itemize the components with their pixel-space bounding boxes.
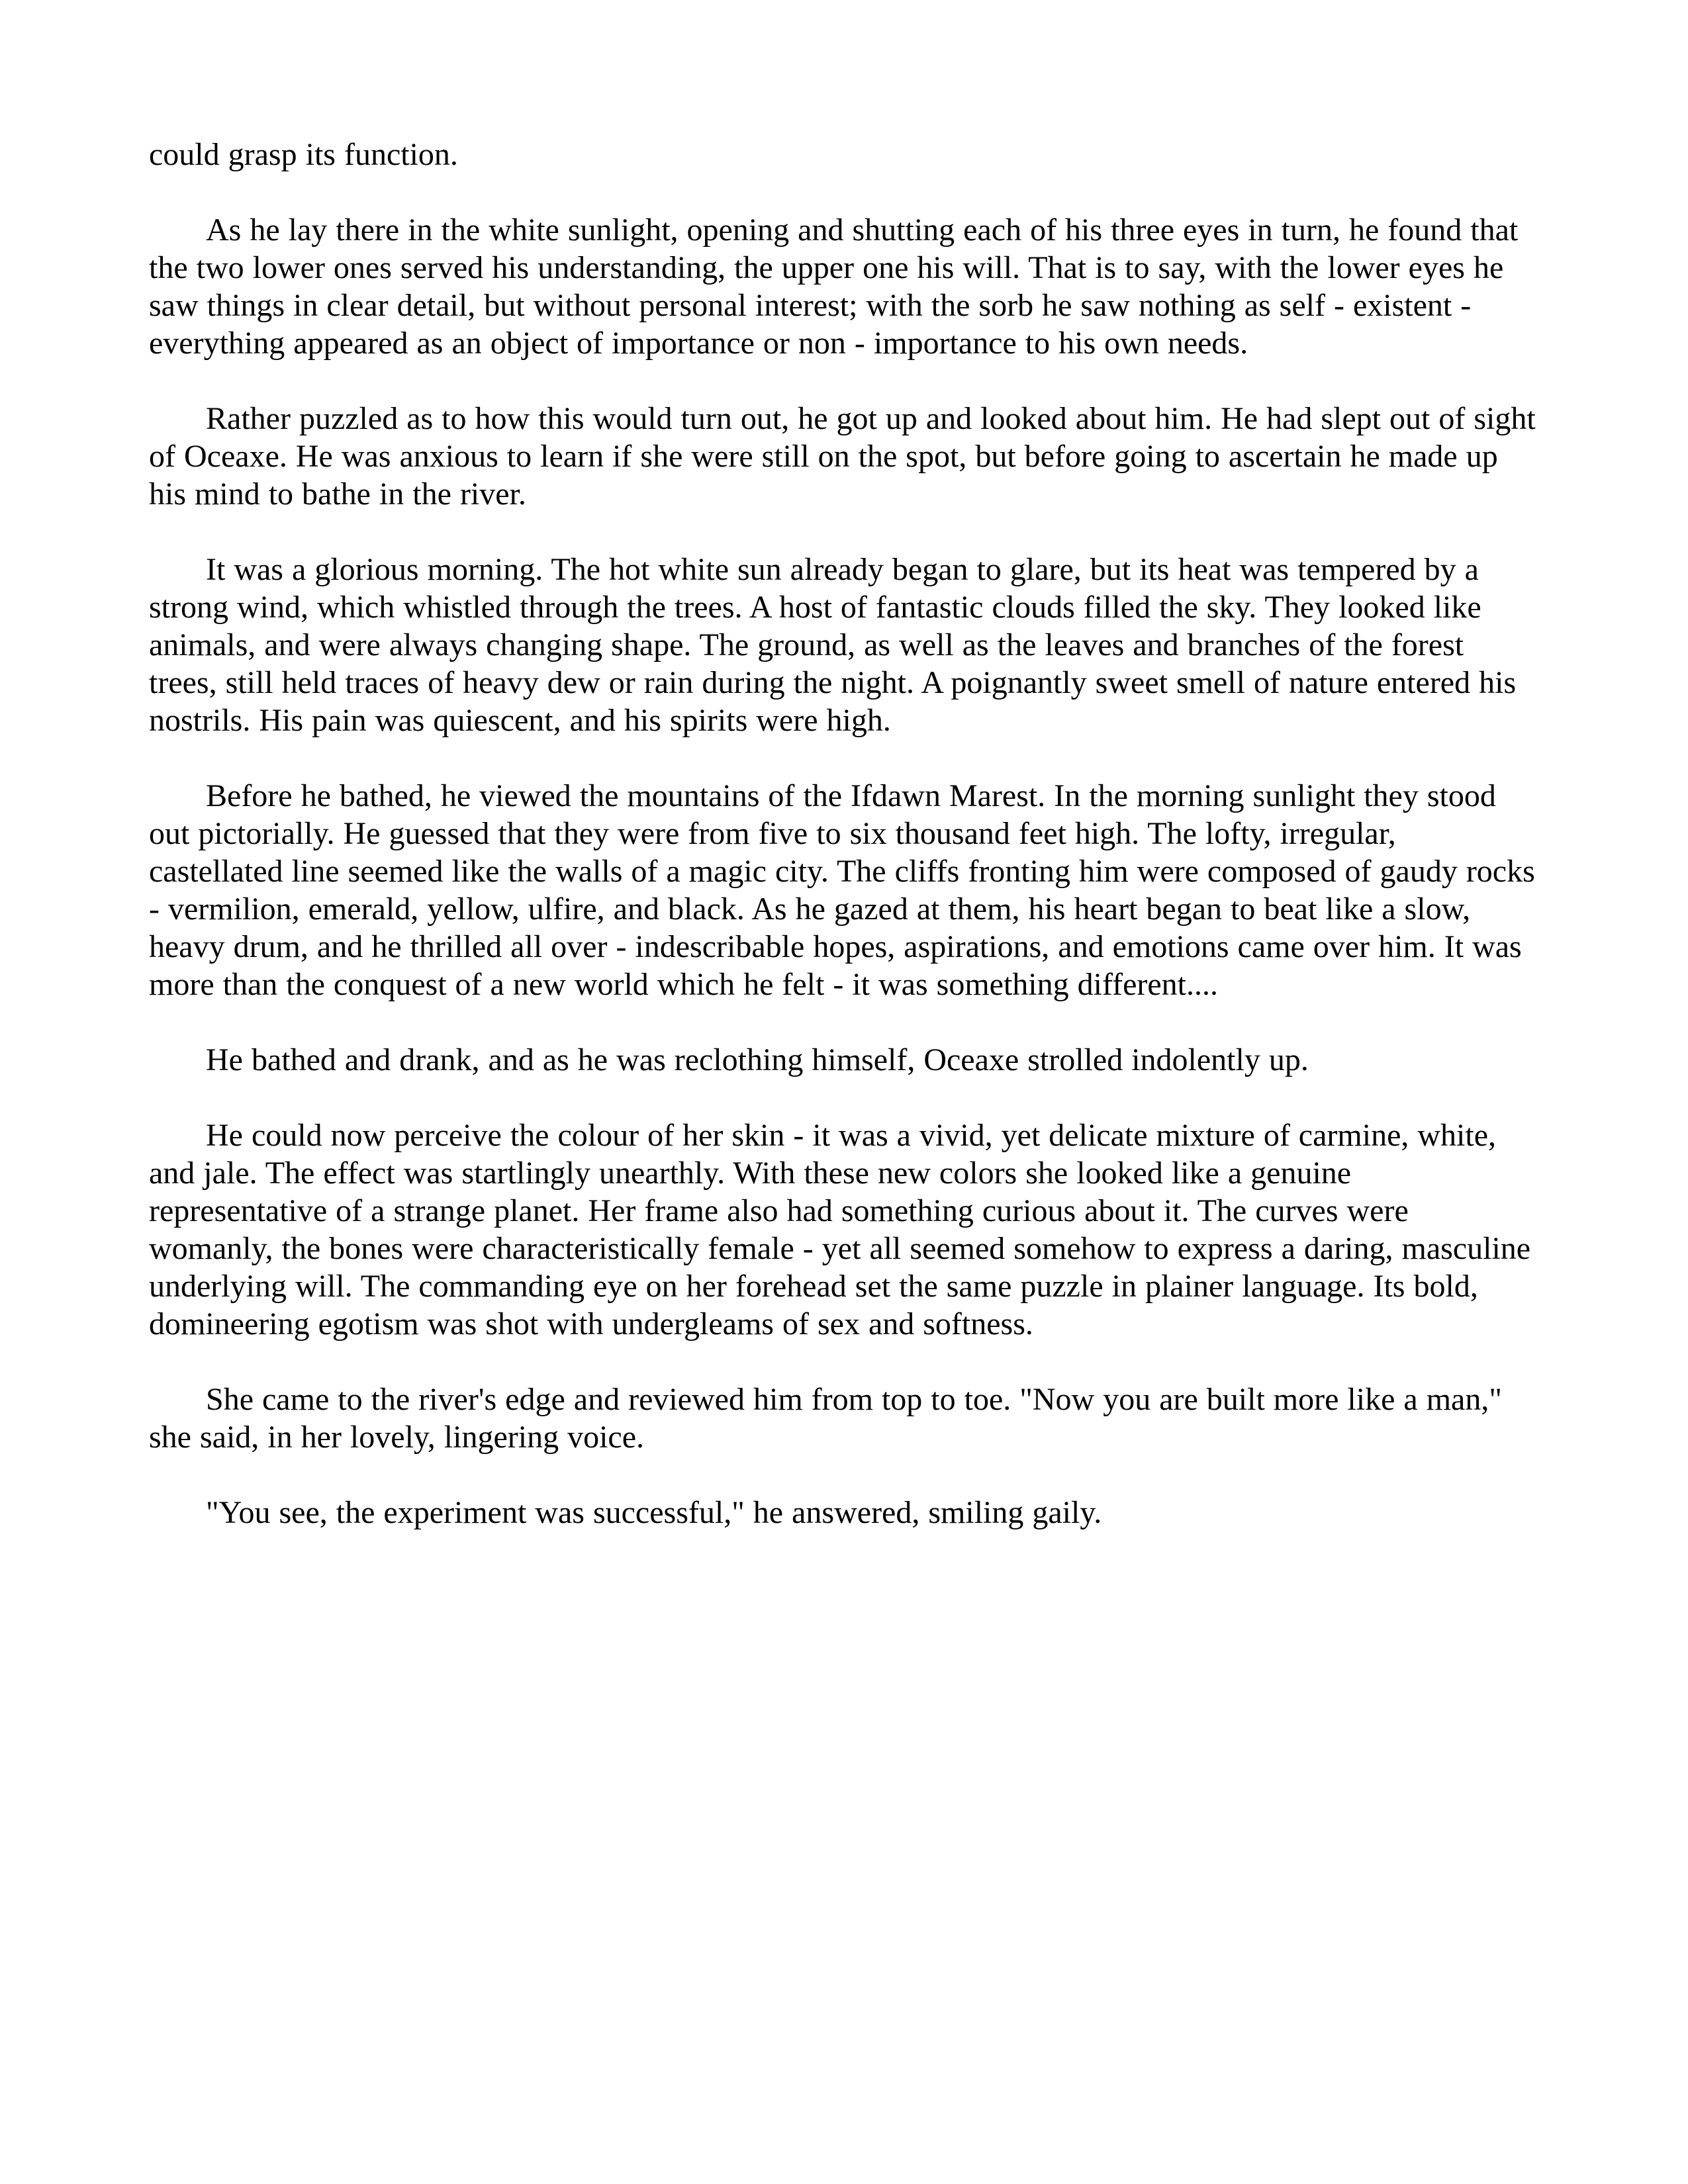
paragraph: Rather puzzled as to how this would turn out, he got up and looked about him. He had slept out of sight of Oceaxe. He was anxious to learn if she were still on the spot, but before going to ascertain he made up his mind to bathe in the river. xyxy=(149,401,1536,512)
paragraph: As he lay there in the white sunlight, opening and shutting each of his three eyes in turn, he found that the two lower ones served his understanding, the upper one his will. That is to say, with the lower eyes he saw things in clear detail, but without personal interest; with the sorb he saw nothing as self - existent - everything appeared as an object of importance or non - importance to his own needs. xyxy=(149,212,1519,361)
paragraph: Before he bathed, he viewed the mountains of the Ifdawn Marest. In the morning sunlight they stood out pictorially. He guessed that they were from five to six thousand feet high. The lofty, irregular, castellated line seemed like the walls of a magic city. The cliffs fronting him were composed of gaudy rocks - vermilion, emerald, yellow, ulfire, and black. As he gazed at them, his heart began to beat like a slow, heavy drum, and he thrilled all over - indescribable hopes, aspirations, and emotions came over him. It was more than the conquest of a new world which he felt - it was something different.... xyxy=(149,778,1535,1002)
paragraph: could grasp its function. xyxy=(149,137,458,172)
paragraph: "You see, the experiment was successful," he answered, smiling gaily. xyxy=(206,1495,1102,1530)
paragraph: He bathed and drank, and as he was reclothing himself, Oceaxe strolled indolently up. xyxy=(206,1042,1309,1077)
paragraph: It was a glorious morning. The hot white sun already began to glare, but its heat was tempered by a strong wind, which whistled through the trees. A host of fantastic clouds filled the sky. They looked like animals, and were always changing shape. The ground, as well as the leaves and branches of the forest trees, still held traces of heavy dew or rain during the night. A poignantly sweet smell of nature entered his nostrils. His pain was quiescent, and his spirits were high. xyxy=(149,552,1517,738)
page-content xyxy=(149,136,1537,1531)
paragraph: He could now perceive the colour of her skin - it was a vivid, yet delicate mixture of carmine, white, and jale. The effect was startlingly unearthly. With these new colors she looked like a genuine representative of a strange planet. Her frame also had something curious about it. The curves were womanly, the bones were characteristically female - yet all seemed somehow to express a daring, masculine underlying will. The commanding eye on her forehead set the same puzzle in plainer language. Its bold, domineering egotism was shot with undergleams of sex and softness. xyxy=(149,1118,1531,1342)
paragraph: She came to the river's edge and reviewed him from top to toe. "Now you are built more like a man," she said, in her lovely, lingering voice. xyxy=(149,1382,1502,1455)
